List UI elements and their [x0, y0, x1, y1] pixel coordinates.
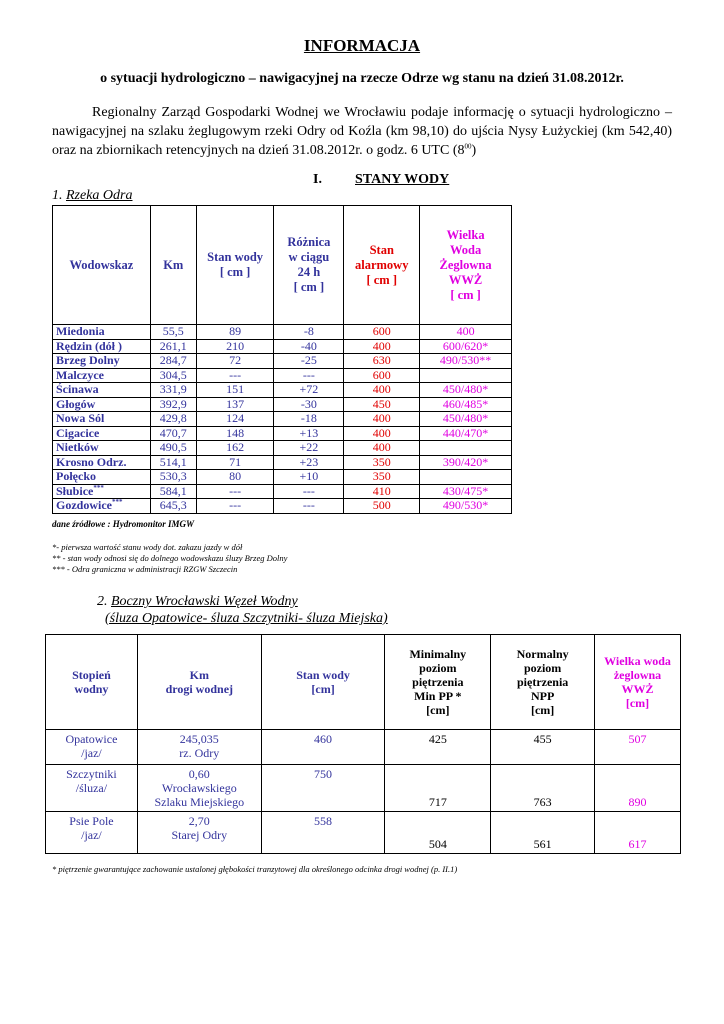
header-km-drogi: Km drogi wodnej [137, 635, 261, 730]
cell-diff: +72 [274, 383, 344, 398]
cell-km: 261,1 [150, 339, 196, 354]
table-row [53, 412, 512, 427]
cell-alarm: 600 [344, 325, 420, 340]
cell-alarm: 600 [344, 368, 420, 383]
notes [52, 542, 287, 575]
cell-km: 470,7 [150, 426, 196, 441]
table-row [53, 470, 512, 485]
cell-wwz: 390/420* [420, 455, 512, 470]
cell-diff: +23 [274, 455, 344, 470]
cell-diff: -40 [274, 339, 344, 354]
cell-km: 514,1 [150, 455, 196, 470]
cell-km: 392,9 [150, 397, 196, 412]
section-label: STANY WODY [355, 172, 450, 187]
cell-wodowskaz: Malczyce [53, 368, 151, 383]
page-subtitle: o sytuacji hydrologiczno – nawigacyjnej na rzecze Odrze wg stanu na dzień 31.08.2012r. [100, 71, 624, 86]
cell-km: 584,1 [150, 484, 196, 499]
subsection-number: 1. [52, 188, 63, 203]
cell-alarm: 500 [344, 499, 420, 514]
cell-wodowskaz: Rędzin (dół ) [53, 339, 151, 354]
subsection-label: Rzeka Odra [66, 188, 133, 203]
cell-diff: -30 [274, 397, 344, 412]
cell-npp: 561 [491, 812, 595, 854]
cell-stopien: Psie Pole /jaz/ [46, 812, 138, 854]
cell-alarm: 410 [344, 484, 420, 499]
cell-stan: --- [196, 499, 274, 514]
cell-alarm: 350 [344, 470, 420, 485]
footnote: * piętrzenie gwarantujące zachowanie ustalonej głębokości tranzytowej dla określonego odcinka drogi wodnej (p. II.1) [52, 864, 458, 874]
cell-wodowskaz: Nietków [53, 441, 151, 456]
note: ** - stan wody odnosi się do dolnego wodowskazu śluzy Brzeg Dolny [52, 553, 288, 563]
cell-alarm: 350 [344, 455, 420, 470]
cell-km-drogi: 0,60 Wrocławskiego Szlaku Miejskiego [137, 765, 261, 812]
cell-wwz: 600/620* [420, 339, 512, 354]
header-npp: Normalny poziom piętrzenia NPP [cm] [491, 635, 595, 730]
cell-stan: 80 [196, 470, 274, 485]
cell-wwz [420, 441, 512, 456]
table-row [53, 441, 512, 456]
header-wwz-2: Wielka woda żeglowna WWŻ [cm] [595, 635, 681, 730]
subsection-2-number: 2. [97, 594, 108, 609]
note: *- pierwsza wartość stanu wody dot. zakazu jazdy w dół [52, 542, 243, 552]
cell-stan: 72 [196, 354, 274, 369]
header-wwz: Wielka Woda Żeglowna WWŻ [ cm ] [420, 206, 512, 325]
cell-km-drogi: 245,035 rz. Odry [137, 730, 261, 765]
header-stopien: Stopień wodny [46, 635, 138, 730]
cell-km: 530,3 [150, 470, 196, 485]
section-heading [313, 172, 449, 188]
table-row [53, 484, 512, 499]
cell-stan: 137 [196, 397, 274, 412]
cell-stan: 89 [196, 325, 274, 340]
cell-diff: -8 [274, 325, 344, 340]
section-number: I. [313, 172, 322, 187]
header-wodowskaz: Wodowskaz [53, 206, 151, 325]
cell-stan: 162 [196, 441, 274, 456]
subsection-2-subtitle: (śluza Opatowice- śluza Szczytniki- śluza Miejska) [105, 611, 388, 626]
header-roznica: Różnica w ciągu 24 h [ cm ] [274, 206, 344, 325]
cell-wodowskaz: Krosno Odrz. [53, 455, 151, 470]
cell-wwz [420, 470, 512, 485]
header-km: Km [150, 206, 196, 325]
cell-stan-wody: 460 [261, 730, 385, 765]
subsection-1-heading [52, 188, 133, 204]
page-title: INFORMACJA [303, 36, 421, 55]
cell-wwz: 450/480* [420, 383, 512, 398]
cell-diff: +22 [274, 441, 344, 456]
cell-wwz: 440/470* [420, 426, 512, 441]
cell-wodowskaz: Słubice*** [53, 484, 151, 499]
cell-wodowskaz: Brzeg Dolny [53, 354, 151, 369]
table-row [53, 426, 512, 441]
intro-tail: ) [471, 143, 477, 158]
cell-wwz: 490/530** [420, 354, 512, 369]
cell-diff: --- [274, 368, 344, 383]
data-source: dane źródłowe : Hydromonitor IMGW [52, 519, 195, 529]
cell-wodowskaz: Połęcko [53, 470, 151, 485]
cell-stopien: Opatowice /jaz/ [46, 730, 138, 765]
cell-wwz: 430/475* [420, 484, 512, 499]
odra-water-table [52, 205, 512, 514]
cell-stan: 148 [196, 426, 274, 441]
header-min-pp: Minimalny poziom piętrzenia Min PP * [cm] [385, 635, 491, 730]
cell-stan: 210 [196, 339, 274, 354]
cell-alarm: 400 [344, 339, 420, 354]
cell-km-drogi: 2,70 Starej Odry [137, 812, 261, 854]
cell-alarm: 450 [344, 397, 420, 412]
cell-km: 645,3 [150, 499, 196, 514]
cell-min-pp: 425 [385, 730, 491, 765]
cell-alarm: 630 [344, 354, 420, 369]
table-row [53, 368, 512, 383]
note: *** - Odra graniczna w administracji RZGW Szczecin [52, 564, 238, 574]
table-row [53, 354, 512, 369]
subsection-2-title: Boczny Wrocławski Węzeł Wodny [111, 594, 298, 609]
cell-wwz: 400 [420, 325, 512, 340]
cell-npp: 455 [491, 730, 595, 765]
cell-wwz: 617 [595, 812, 681, 854]
cell-wodowskaz: Głogów [53, 397, 151, 412]
cell-alarm: 400 [344, 412, 420, 427]
intro-text: Regionalny Zarząd Gospodarki Wodnej we Wrocławiu podaje informację o sytuacji hydrologiczno – nawigacyjnej na szlaku żeglugowym rzeki Odry od Koźla (km 98,10) do ujścia Nysy Łużyckiej (km 542,40) oraz na zbiornikach retencyjnych na dzień 31.08.2012r. o godz. 6 UTC (8 [52, 105, 672, 158]
cell-stan: --- [196, 368, 274, 383]
cell-km: 490,5 [150, 441, 196, 456]
table-row [53, 499, 512, 514]
cell-wwz: 490/530* [420, 499, 512, 514]
cell-diff: -18 [274, 412, 344, 427]
header-stan-wody: Stan wody [cm] [261, 635, 385, 730]
cell-diff: +13 [274, 426, 344, 441]
cell-alarm: 400 [344, 441, 420, 456]
cell-km: 304,5 [150, 368, 196, 383]
cell-alarm: 400 [344, 426, 420, 441]
cell-wodowskaz: Miedonia [53, 325, 151, 340]
cell-stan: 151 [196, 383, 274, 398]
header-alarm: Stan alarmowy [ cm ] [344, 206, 420, 325]
table-row [46, 812, 681, 854]
header-stan: Stan wody [ cm ] [196, 206, 274, 325]
cell-km: 331,9 [150, 383, 196, 398]
cell-stopien: Szczytniki /śluza/ [46, 765, 138, 812]
cell-diff: -25 [274, 354, 344, 369]
cell-stan: 124 [196, 412, 274, 427]
table-row [53, 339, 512, 354]
cell-alarm: 400 [344, 383, 420, 398]
cell-stan: 71 [196, 455, 274, 470]
cell-diff: --- [274, 499, 344, 514]
cell-diff: --- [274, 484, 344, 499]
cell-min-pp: 504 [385, 812, 491, 854]
cell-stan: --- [196, 484, 274, 499]
intro-paragraph [52, 103, 672, 160]
wroclaw-node-table [45, 634, 681, 854]
cell-wwz: 507 [595, 730, 681, 765]
cell-wwz: 890 [595, 765, 681, 812]
cell-wodowskaz: Gozdowice*** [53, 499, 151, 514]
cell-wwz: 460/485* [420, 397, 512, 412]
cell-npp: 763 [491, 765, 595, 812]
subsection-2-heading [97, 593, 388, 627]
cell-wodowskaz: Ścinawa [53, 383, 151, 398]
table-row [53, 455, 512, 470]
intro-sup: 00 [464, 142, 472, 151]
cell-km: 284,7 [150, 354, 196, 369]
cell-km: 429,8 [150, 412, 196, 427]
table-row [53, 383, 512, 398]
cell-stan-wody: 558 [261, 812, 385, 854]
cell-wodowskaz: Nowa Sól [53, 412, 151, 427]
cell-diff: +10 [274, 470, 344, 485]
cell-km: 55,5 [150, 325, 196, 340]
cell-wwz [420, 368, 512, 383]
cell-wwz: 450/480* [420, 412, 512, 427]
cell-min-pp: 717 [385, 765, 491, 812]
cell-wodowskaz: Cigacice [53, 426, 151, 441]
table-row [46, 730, 681, 765]
table-row [53, 397, 512, 412]
cell-stan-wody: 750 [261, 765, 385, 812]
table-row [46, 765, 681, 812]
table-row [53, 325, 512, 340]
